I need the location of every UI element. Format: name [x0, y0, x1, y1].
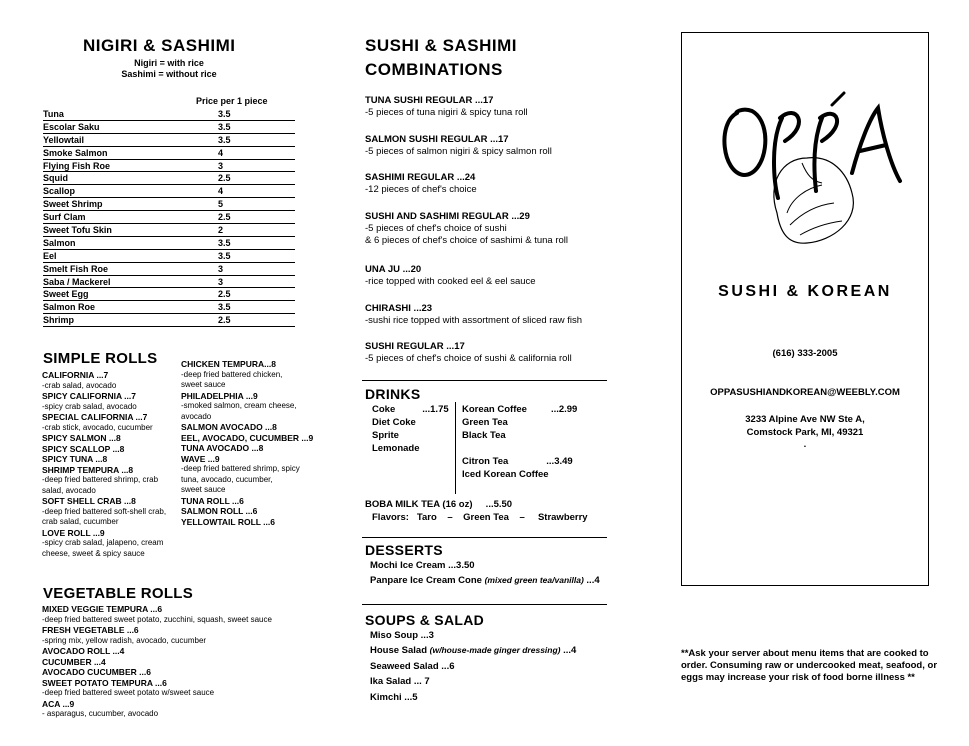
- soup-note: (w/house-made ginger dressing): [429, 645, 561, 656]
- roll-name: SPICY SALMON ...8: [42, 433, 121, 443]
- address: [682, 414, 928, 452]
- drink-item: Lemonade: [372, 443, 420, 454]
- soup-item: Kimchi ...5: [370, 691, 418, 703]
- drinks-title: DRINKS: [365, 386, 421, 402]
- combos-title-line2: COMBINATIONS: [365, 60, 503, 79]
- citron-item: Citron Tea: [462, 456, 509, 467]
- combo-item: [365, 172, 477, 196]
- roll-description: sweet sauce: [181, 380, 226, 389]
- simple-rolls-title: SIMPLE ROLLS: [43, 350, 158, 367]
- drink-item: Green Tea: [462, 417, 508, 428]
- address-line: 3233 Alpine Ave NW Ste A,: [745, 414, 865, 425]
- combo-description: -5 pieces of chef's choice of sushi & california roll: [365, 353, 572, 364]
- nigiri-note: Nigiri = with rice: [134, 58, 204, 68]
- combo-item: [365, 134, 552, 158]
- item-price: 4: [218, 186, 224, 197]
- nigiri-row: [43, 121, 295, 134]
- simple-rolls-column-1: [42, 370, 166, 559]
- vegetable-rolls-list: [42, 604, 272, 720]
- roll-description: cheese, sweet & spicy sauce: [42, 548, 145, 558]
- address-dot: .: [803, 439, 807, 450]
- item-name: Tuna: [43, 109, 64, 119]
- nigiri-row: [43, 134, 295, 147]
- iced-coffee-item: Iced Korean Coffee: [462, 469, 549, 480]
- item-price: 5: [218, 199, 224, 210]
- combos-title-line1: SUSHI & SASHIMI: [365, 36, 518, 55]
- combo-item: [365, 211, 568, 247]
- nigiri-row: [43, 263, 295, 276]
- roll-name: WAVE ...9: [181, 453, 220, 464]
- item-price: 2.5: [218, 289, 231, 300]
- item-price: 3.5: [218, 109, 231, 119]
- item-name: Surf Clam: [43, 212, 86, 223]
- combo-item: [365, 95, 528, 119]
- coke-price: ...1.75: [422, 404, 449, 415]
- oppa-logo: [682, 63, 928, 263]
- combo-description: -sushi rice topped with assortment of sliced raw fish: [365, 315, 583, 326]
- item-name: Scallop: [43, 186, 76, 197]
- soup-price: ...4: [560, 645, 577, 657]
- nigiri-title: NIGIRI & SASHIMI: [83, 36, 236, 55]
- roll-name: YELLOWTAIL ROLL ...6: [181, 516, 275, 527]
- roll-description: -spicy crab salad, jalapeno, cream: [42, 538, 164, 547]
- roll-description: tuna, avocado, cucumber,: [181, 474, 273, 484]
- nigiri-row: [43, 211, 295, 224]
- nigiri-row: [43, 172, 295, 185]
- roll-description: -deep fried battered soft-shell crab,: [42, 506, 167, 516]
- item-name: Salmon Roe: [43, 302, 96, 313]
- roll-description: -crab salad, avocado: [42, 380, 117, 390]
- soup-item: [370, 643, 576, 658]
- soup-item: Miso Soup ...3: [370, 630, 434, 641]
- item-name: Shrimp: [43, 315, 75, 326]
- nigiri-price-table: [43, 108, 295, 327]
- phone-number: (616) 333-2005: [772, 348, 838, 359]
- combo-name: SALMON SUSHI REGULAR ...17: [365, 134, 509, 145]
- nigiri-row: [43, 160, 295, 173]
- roll-name: SALMON ROLL ...6: [181, 506, 258, 516]
- item-price: 3: [218, 276, 224, 287]
- drinks-column-1: [372, 403, 449, 455]
- roll-name: AVOCADO CUCUMBER ...6: [42, 667, 151, 677]
- brand-panel: [681, 32, 929, 586]
- nigiri-row: [43, 276, 295, 289]
- item-name: Eel: [43, 250, 57, 261]
- price-header: Price per 1 piece: [196, 96, 268, 106]
- combo-description: -5 pieces of tuna nigiri & spicy tuna roll: [365, 107, 528, 118]
- item-name: Flying Fish Roe: [43, 160, 111, 171]
- combo-name: SUSHI AND SASHIMI REGULAR ...29: [365, 211, 530, 222]
- combo-name: SUSHI REGULAR ...17: [365, 341, 465, 352]
- nigiri-row: [43, 185, 295, 198]
- item-price: 2.5: [218, 173, 231, 184]
- drinks-divider: [455, 402, 456, 494]
- disclaimer: [681, 648, 937, 684]
- roll-description: - asparagus, cucumber, avocado: [42, 709, 159, 718]
- roll-name: MIXED VEGGIE TEMPURA ...6: [42, 604, 163, 614]
- drinks-column-2: [462, 403, 577, 442]
- combo-description: -5 pieces of chef's choice of sushi: [365, 223, 507, 234]
- combo-name: CHIRASHI ...23: [365, 303, 433, 314]
- nigiri-row: [43, 288, 295, 301]
- roll-description: -deep fried battered sweet potato w/sweet sauce: [42, 688, 215, 697]
- dessert-price: ...4: [583, 575, 600, 587]
- roll-name: SALMON AVOCADO ...8: [181, 422, 277, 432]
- nigiri-row: [43, 198, 295, 211]
- nigiri-row: [43, 237, 295, 250]
- nigiri-row: [43, 147, 295, 160]
- item-price: 3: [218, 160, 224, 171]
- vegetable-rolls-title: VEGETABLE ROLLS: [43, 585, 194, 602]
- nigiri-row: [43, 108, 295, 121]
- item-price: 4: [218, 147, 224, 158]
- item-price: 3.5: [218, 302, 231, 313]
- roll-name: SWEET POTATO TEMPURA ...6: [42, 677, 167, 688]
- roll-name: SHRIMP TEMPURA ...8: [42, 464, 134, 475]
- dessert-name: Panpare Ice Cream Cone: [370, 575, 485, 587]
- disclaimer-line: eggs may increase your risk of food borne illness **: [681, 672, 915, 683]
- roll-description: -crab stick, avocado, cucumber: [42, 422, 153, 432]
- item-name: Sweet Tofu Skin: [43, 225, 112, 236]
- disclaimer-line: **Ask your server about menu items that are cooked to: [681, 648, 929, 659]
- divider: [362, 537, 607, 538]
- item-name: Yellowtail: [43, 134, 85, 145]
- address-line: Comstock Park, MI, 49321: [746, 426, 864, 438]
- roll-name: CHICKEN TEMPURA...8: [181, 359, 276, 369]
- combo-name: TUNA SUSHI REGULAR ...17: [365, 95, 494, 106]
- roll-description: -smoked salmon, cream cheese,: [181, 401, 297, 410]
- item-name: Saba / Mackerel: [43, 276, 111, 287]
- soup-name: House Salad: [370, 645, 430, 657]
- roll-name: EEL, AVOCADO, CUCUMBER ...9: [181, 432, 314, 443]
- nigiri-row: [43, 224, 295, 237]
- disclaimer-line: order. Consuming raw or undercooked meat, seafood, or: [681, 660, 938, 671]
- coke-item: Coke: [372, 404, 396, 415]
- combo-item: [365, 303, 582, 327]
- roll-description: sweet sauce: [181, 485, 226, 494]
- roll-name: SPICY CALIFORNIA ...7: [42, 391, 136, 401]
- roll-name: SPICY TUNA ...8: [42, 454, 108, 464]
- combo-description: -5 pieces of salmon nigiri & spicy salmon roll: [365, 146, 552, 157]
- combo-item: [365, 264, 536, 288]
- roll-name: CUCUMBER ...4: [42, 656, 106, 667]
- roll-description: salad, avocado: [42, 485, 96, 495]
- item-price: 3.5: [218, 250, 231, 261]
- item-name: Sweet Egg: [43, 289, 89, 300]
- roll-description: -deep fried battered chicken,: [181, 369, 283, 379]
- roll-name: ACA ...9: [42, 698, 75, 709]
- brand-subtitle: SUSHI & KOREAN: [718, 283, 892, 300]
- roll-name: TUNA ROLL ...6: [181, 495, 244, 506]
- item-price: 3.5: [218, 237, 231, 248]
- item-name: Salmon: [43, 237, 76, 248]
- item-price: 3: [218, 263, 224, 274]
- simple-rolls-column-2: [181, 359, 313, 527]
- roll-name: TUNA AVOCADO ...8: [181, 443, 264, 453]
- item-name: Sweet Shrimp: [43, 199, 103, 210]
- soup-item: Ika Salad ... 7: [370, 676, 430, 688]
- roll-name: SPECIAL CALIFORNIA ...7: [42, 412, 148, 422]
- nigiri-row: [43, 314, 295, 327]
- boba-item: BOBA MILK TEA (16 oz) ...5.50: [365, 499, 513, 510]
- citron-price: ...3.49: [546, 456, 573, 467]
- email-link[interactable]: OPPASUSHIANDKOREAN@WEEBLY.COM: [710, 387, 900, 398]
- divider: [362, 380, 607, 381]
- item-name: Smelt Fish Roe: [43, 263, 109, 274]
- roll-name: SOFT SHELL CRAB ...8: [42, 496, 136, 506]
- item-price: 3.5: [218, 134, 231, 145]
- citron-block: [462, 455, 573, 481]
- combo-description: & 6 pieces of chef's choice of sashimi & tuna roll: [365, 235, 568, 246]
- roll-name: SPICY SCALLOP ...8: [42, 443, 125, 454]
- combo-description: -12 pieces of chef's choice: [365, 184, 477, 195]
- sashimi-note: Sashimi = without rice: [121, 69, 217, 79]
- roll-description: -deep fried battered shrimp, spicy: [181, 464, 300, 473]
- roll-description: avocado: [181, 411, 212, 421]
- item-price: 3.5: [218, 121, 231, 132]
- combo-name: UNA JU ...20: [365, 264, 422, 275]
- combo-item: [365, 341, 572, 365]
- dessert-note: (mixed green tea/vanilla): [484, 575, 584, 586]
- dessert-item: [370, 573, 600, 588]
- drink-item: Black Tea: [462, 430, 506, 441]
- roll-name: LOVE ROLL ...9: [42, 527, 105, 538]
- drink-item: Sprite: [372, 430, 399, 441]
- nigiri-row: [43, 250, 295, 263]
- drink-item: Diet Coke: [372, 417, 416, 428]
- korean-coffee-item: Korean Coffee: [462, 404, 527, 415]
- nigiri-row: [43, 301, 295, 314]
- desserts-title: DESSERTS: [365, 542, 443, 558]
- roll-description: crab salad, cucumber: [42, 517, 119, 526]
- item-name: Smoke Salmon: [43, 147, 108, 158]
- combo-name: SASHIMI REGULAR ...24: [365, 172, 476, 183]
- dessert-item: Mochi Ice Cream ...3.50: [370, 560, 475, 571]
- item-price: 2.5: [218, 212, 231, 223]
- roll-description: -deep fried battered shrimp, crab: [42, 475, 159, 484]
- soups-title: SOUPS & SALAD: [365, 612, 485, 628]
- soups-list: [370, 628, 576, 705]
- combo-description: -rice topped with cooked eel & eel sauce: [365, 276, 536, 287]
- item-name: Squid: [43, 173, 68, 184]
- roll-name: AVOCADO ROLL ...4: [42, 646, 125, 656]
- desserts-list: [370, 558, 600, 589]
- roll-description: -spring mix, yellow radish, avocado, cucumber: [42, 635, 207, 645]
- roll-description: -spicy crab salad, avocado: [42, 401, 137, 411]
- logo-text: OPPA: [752, 143, 755, 144]
- roll-name: CALIFORNIA ...7: [42, 370, 109, 380]
- roll-name: PHILADELPHIA ...9: [181, 390, 258, 401]
- boba-flavors: Flavors: Taro – Green Tea – Strawberry: [372, 512, 588, 523]
- roll-name: FRESH VEGETABLE ...6: [42, 625, 139, 635]
- item-name: Escolar Saku: [43, 121, 100, 132]
- item-price: 2.5: [218, 315, 231, 326]
- korean-coffee-price: ...2.99: [550, 404, 578, 415]
- divider: [362, 604, 607, 605]
- nigiri-notes: [0, 58, 338, 80]
- soup-item: Seaweed Salad ...6: [370, 660, 455, 672]
- roll-description: -deep fried battered sweet potato, zucchini, squash, sweet sauce: [42, 614, 272, 624]
- item-price: 2: [218, 225, 224, 236]
